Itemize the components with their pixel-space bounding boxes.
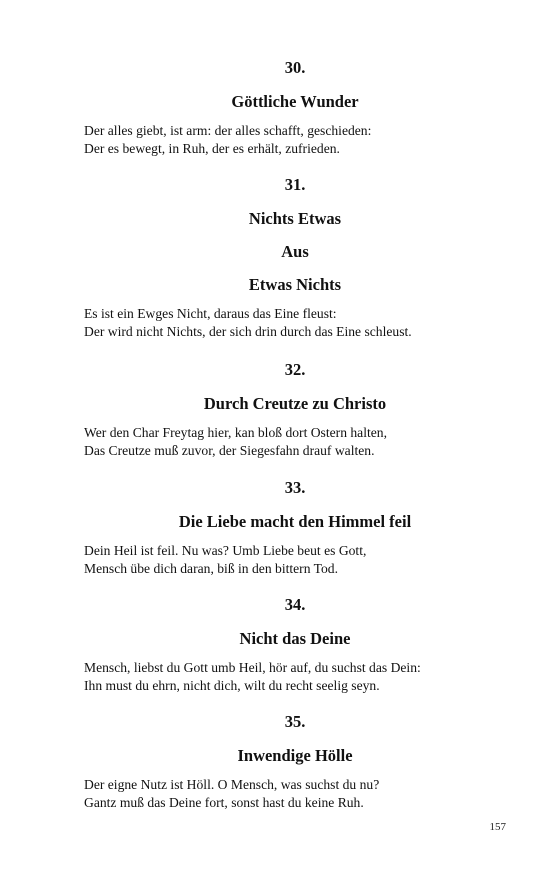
epigram-verse: [84, 542, 506, 578]
epigram-title: Aus: [281, 242, 309, 261]
document-page: [84, 0, 506, 880]
epigram-title: Nicht das Deine: [239, 629, 351, 648]
epigram-number: 31.: [284, 175, 306, 194]
verse-line: Ihn must du ehrn, nicht dich, wilt du recht seelig seyn.: [84, 678, 380, 693]
verse-line: Mensch übe dich daran, biß in den bittern Tod.: [84, 561, 338, 576]
verse-line: Der eigne Nutz ist Höll. O Mensch, was suchst du nu?: [84, 777, 380, 792]
verse-line: Es ist ein Ewges Nicht, daraus das Eine fleust:: [84, 306, 337, 321]
epigram-verse: [84, 305, 506, 341]
epigram-number: 35.: [284, 712, 306, 731]
verse-line: Mensch, liebst du Gott umb Heil, hör auf, du suchst das Dein:: [84, 660, 421, 675]
verse-line: Dein Heil ist feil. Nu was? Umb Liebe beut es Gott,: [84, 543, 367, 558]
epigram-verse: [84, 424, 506, 460]
epigram-title: Etwas Nichts: [248, 275, 342, 294]
epigram-32: [84, 360, 506, 460]
epigram-title: Göttliche Wunder: [231, 92, 359, 111]
epigram-35: [84, 712, 506, 812]
epigram-number: 32.: [284, 360, 306, 379]
epigram-verse: [84, 776, 506, 812]
verse-line: Wer den Char Freytag hier, kan bloß dort Ostern halten,: [84, 425, 387, 440]
verse-line: Das Creutze muß zuvor, der Siegesfahn drauf walten.: [84, 443, 375, 458]
epigram-34: [84, 595, 506, 695]
epigram-number: 30.: [284, 58, 306, 77]
epigram-number: 33.: [284, 478, 306, 497]
epigram-title: Nichts Etwas: [248, 209, 342, 228]
verse-line: Gantz muß das Deine fort, sonst hast du keine Ruh.: [84, 795, 364, 810]
epigram-30: [84, 58, 506, 158]
epigram-title: Inwendige Hölle: [237, 746, 353, 765]
epigram-title: Die Liebe macht den Himmel feil: [178, 512, 412, 531]
verse-line: Der es bewegt, in Ruh, der es erhält, zufrieden.: [84, 141, 340, 156]
epigram-33: [84, 478, 506, 578]
epigram-verse: [84, 122, 506, 158]
epigram-title: Durch Creutze zu Christo: [203, 394, 387, 413]
verse-line: Der alles giebt, ist arm: der alles schafft, geschieden:: [84, 123, 372, 138]
epigram-31: [84, 175, 506, 341]
epigram-number: 34.: [284, 595, 306, 614]
page-number: 157: [489, 821, 506, 833]
verse-line: Der wird nicht Nichts, der sich drin durch das Eine schleust.: [84, 324, 412, 339]
epigram-verse: [84, 659, 506, 695]
